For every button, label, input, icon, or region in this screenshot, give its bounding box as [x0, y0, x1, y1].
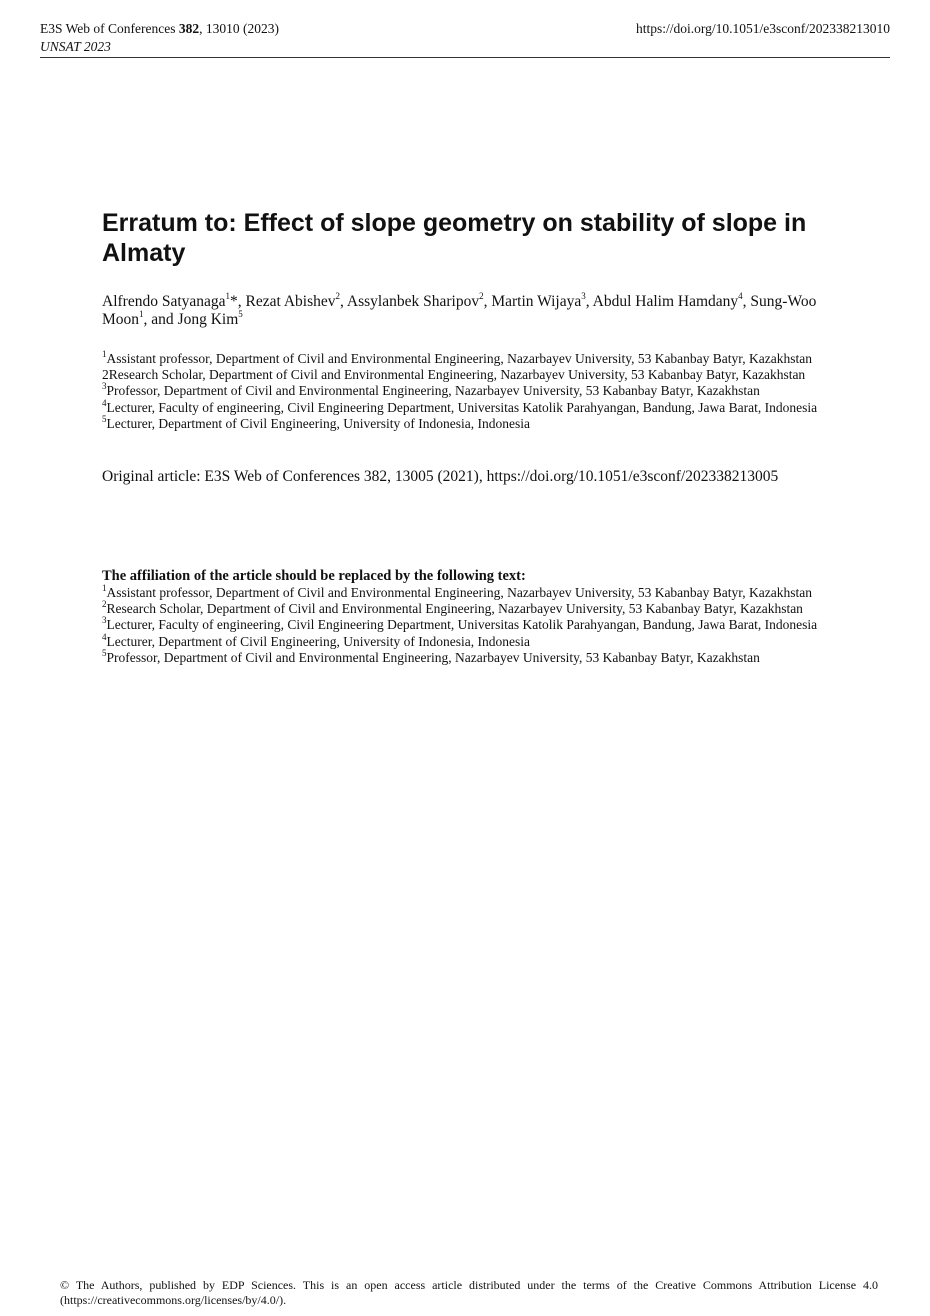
affiliation-line	[102, 367, 892, 383]
running-header-left	[40, 20, 279, 56]
affiliation-text: Lecturer, Faculty of engineering, Civil Engineering Department, Universitas Katolik Parahyangan, Bandung, Jawa Barat, Indonesia	[106, 399, 818, 415]
venue-prefix: E3S Web of Conferences	[40, 21, 179, 36]
affiliation-mark: 1	[102, 349, 107, 359]
journal-citation	[40, 20, 279, 38]
affiliation-line	[102, 631, 892, 650]
venue-suffix: , 13010 (2023)	[199, 21, 280, 36]
affiliation-text: Assistant professor, Department of Civil and Environmental Engineering, Nazarbayev University, 53 Kabanbay Batyr, Kazakhstan	[106, 585, 812, 600]
affiliation-text: Assistant professor, Department of Civil and Environmental Engineering, Nazarbayev University, 53 Kabanbay Batyr, Kazakhstan	[106, 351, 812, 366]
affiliation-text: Professor, Department of Civil and Environmental Engineering, Nazarbayev University, 53 Kabanbay Batyr, Kazakhstan	[106, 649, 760, 665]
author-separator: *,	[230, 293, 246, 310]
author-separator: ,	[742, 293, 751, 310]
affiliation-text: Lecturer, Department of Civil Engineering, University of Indonesia, Indonesia	[106, 415, 530, 431]
author-affiliation-mark: 2	[479, 291, 484, 301]
author-separator: ,	[340, 293, 347, 310]
header-divider	[40, 57, 890, 58]
replacement-affiliation-list	[102, 585, 892, 666]
author-affiliation-mark: 4	[738, 291, 743, 301]
affiliation-line	[102, 413, 892, 432]
affiliation-mark: 4	[102, 631, 107, 642]
affiliation-line	[102, 585, 892, 601]
author-name: Rezat Abishev	[245, 293, 336, 310]
affiliation-line	[102, 397, 892, 416]
affiliation-mark: 2	[102, 599, 107, 610]
author-name: Jong Kim	[177, 311, 239, 328]
author-name: Assylanbek Sharipov	[346, 293, 480, 310]
affiliation-line	[102, 351, 892, 367]
author-affiliation-mark: 3	[581, 291, 586, 301]
original-article-reference: Original article: E3S Web of Conferences 382, 13005 (2021), https://doi.org/10.1051/e3sconf/202338213005	[102, 468, 779, 485]
author-affiliation-mark: 5	[238, 309, 243, 319]
conference-name: UNSAT 2023	[40, 39, 111, 54]
affiliation-line	[102, 383, 892, 399]
author-separator: , and	[143, 311, 178, 328]
affiliation-line	[102, 601, 892, 617]
affiliation-text: 2Research Scholar, Department of Civil and Environmental Engineering, Nazarbayev University, 53 Kabanbay Batyr, Kazakhstan	[102, 367, 806, 383]
affiliation-list	[102, 351, 892, 432]
article-title: Erratum to: Effect of slope geometry on stability of slope in Almaty	[102, 209, 807, 267]
author-name: Sung-Woo Moon	[102, 293, 817, 328]
header-doi-link[interactable]: https://doi.org/10.1051/e3sconf/202338213010	[636, 21, 890, 36]
author-name: Alfrendo Satyanaga	[102, 293, 226, 310]
affiliation-mark: 3	[102, 381, 107, 392]
affiliation-mark: 5	[102, 647, 107, 658]
affiliation-mark: 3	[102, 615, 107, 626]
author-separator: ,	[483, 293, 492, 310]
affiliation-line	[102, 617, 892, 633]
author-name: Martin Wijaya	[491, 293, 582, 310]
affiliation-text: Research Scholar, Department of Civil and Environmental Engineering, Nazarbayev University, 53 Kabanbay Batyr, Kazakhstan	[106, 601, 803, 617]
author-separator: ,	[585, 293, 593, 310]
author-affiliation-mark: 1	[139, 309, 144, 319]
affiliation-text: Professor, Department of Civil and Environmental Engineering, Nazarbayev University, 53 Kabanbay Batyr, Kazakhstan	[106, 383, 760, 399]
author-affiliation-mark: 2	[335, 291, 340, 301]
affiliation-text: Lecturer, Faculty of engineering, Civil Engineering Department, Universitas Katolik Parahyangan, Bandung, Jawa Barat, Indonesia	[106, 617, 818, 633]
affiliation-mark: 4	[102, 397, 107, 408]
replacement-heading: The affiliation of the article should be replaced by the following text:	[102, 568, 526, 584]
author-list	[102, 293, 862, 329]
affiliation-mark: 1	[102, 583, 107, 593]
affiliation-mark: 5	[102, 413, 107, 424]
volume-number: 382	[178, 21, 200, 36]
author-name: Abdul Halim Hamdany	[592, 293, 739, 310]
affiliation-text: Lecturer, Department of Civil Engineering, University of Indonesia, Indonesia	[106, 633, 530, 649]
affiliation-line	[102, 647, 892, 666]
author-affiliation-mark: 1	[225, 291, 231, 301]
license-footer: © The Authors, published by EDP Sciences. This is an open access article distributed under the terms of the Creative Commons Attribution License 4.0 (https://creativecommons.org/licenses/by/4.0/).	[60, 1278, 878, 1307]
